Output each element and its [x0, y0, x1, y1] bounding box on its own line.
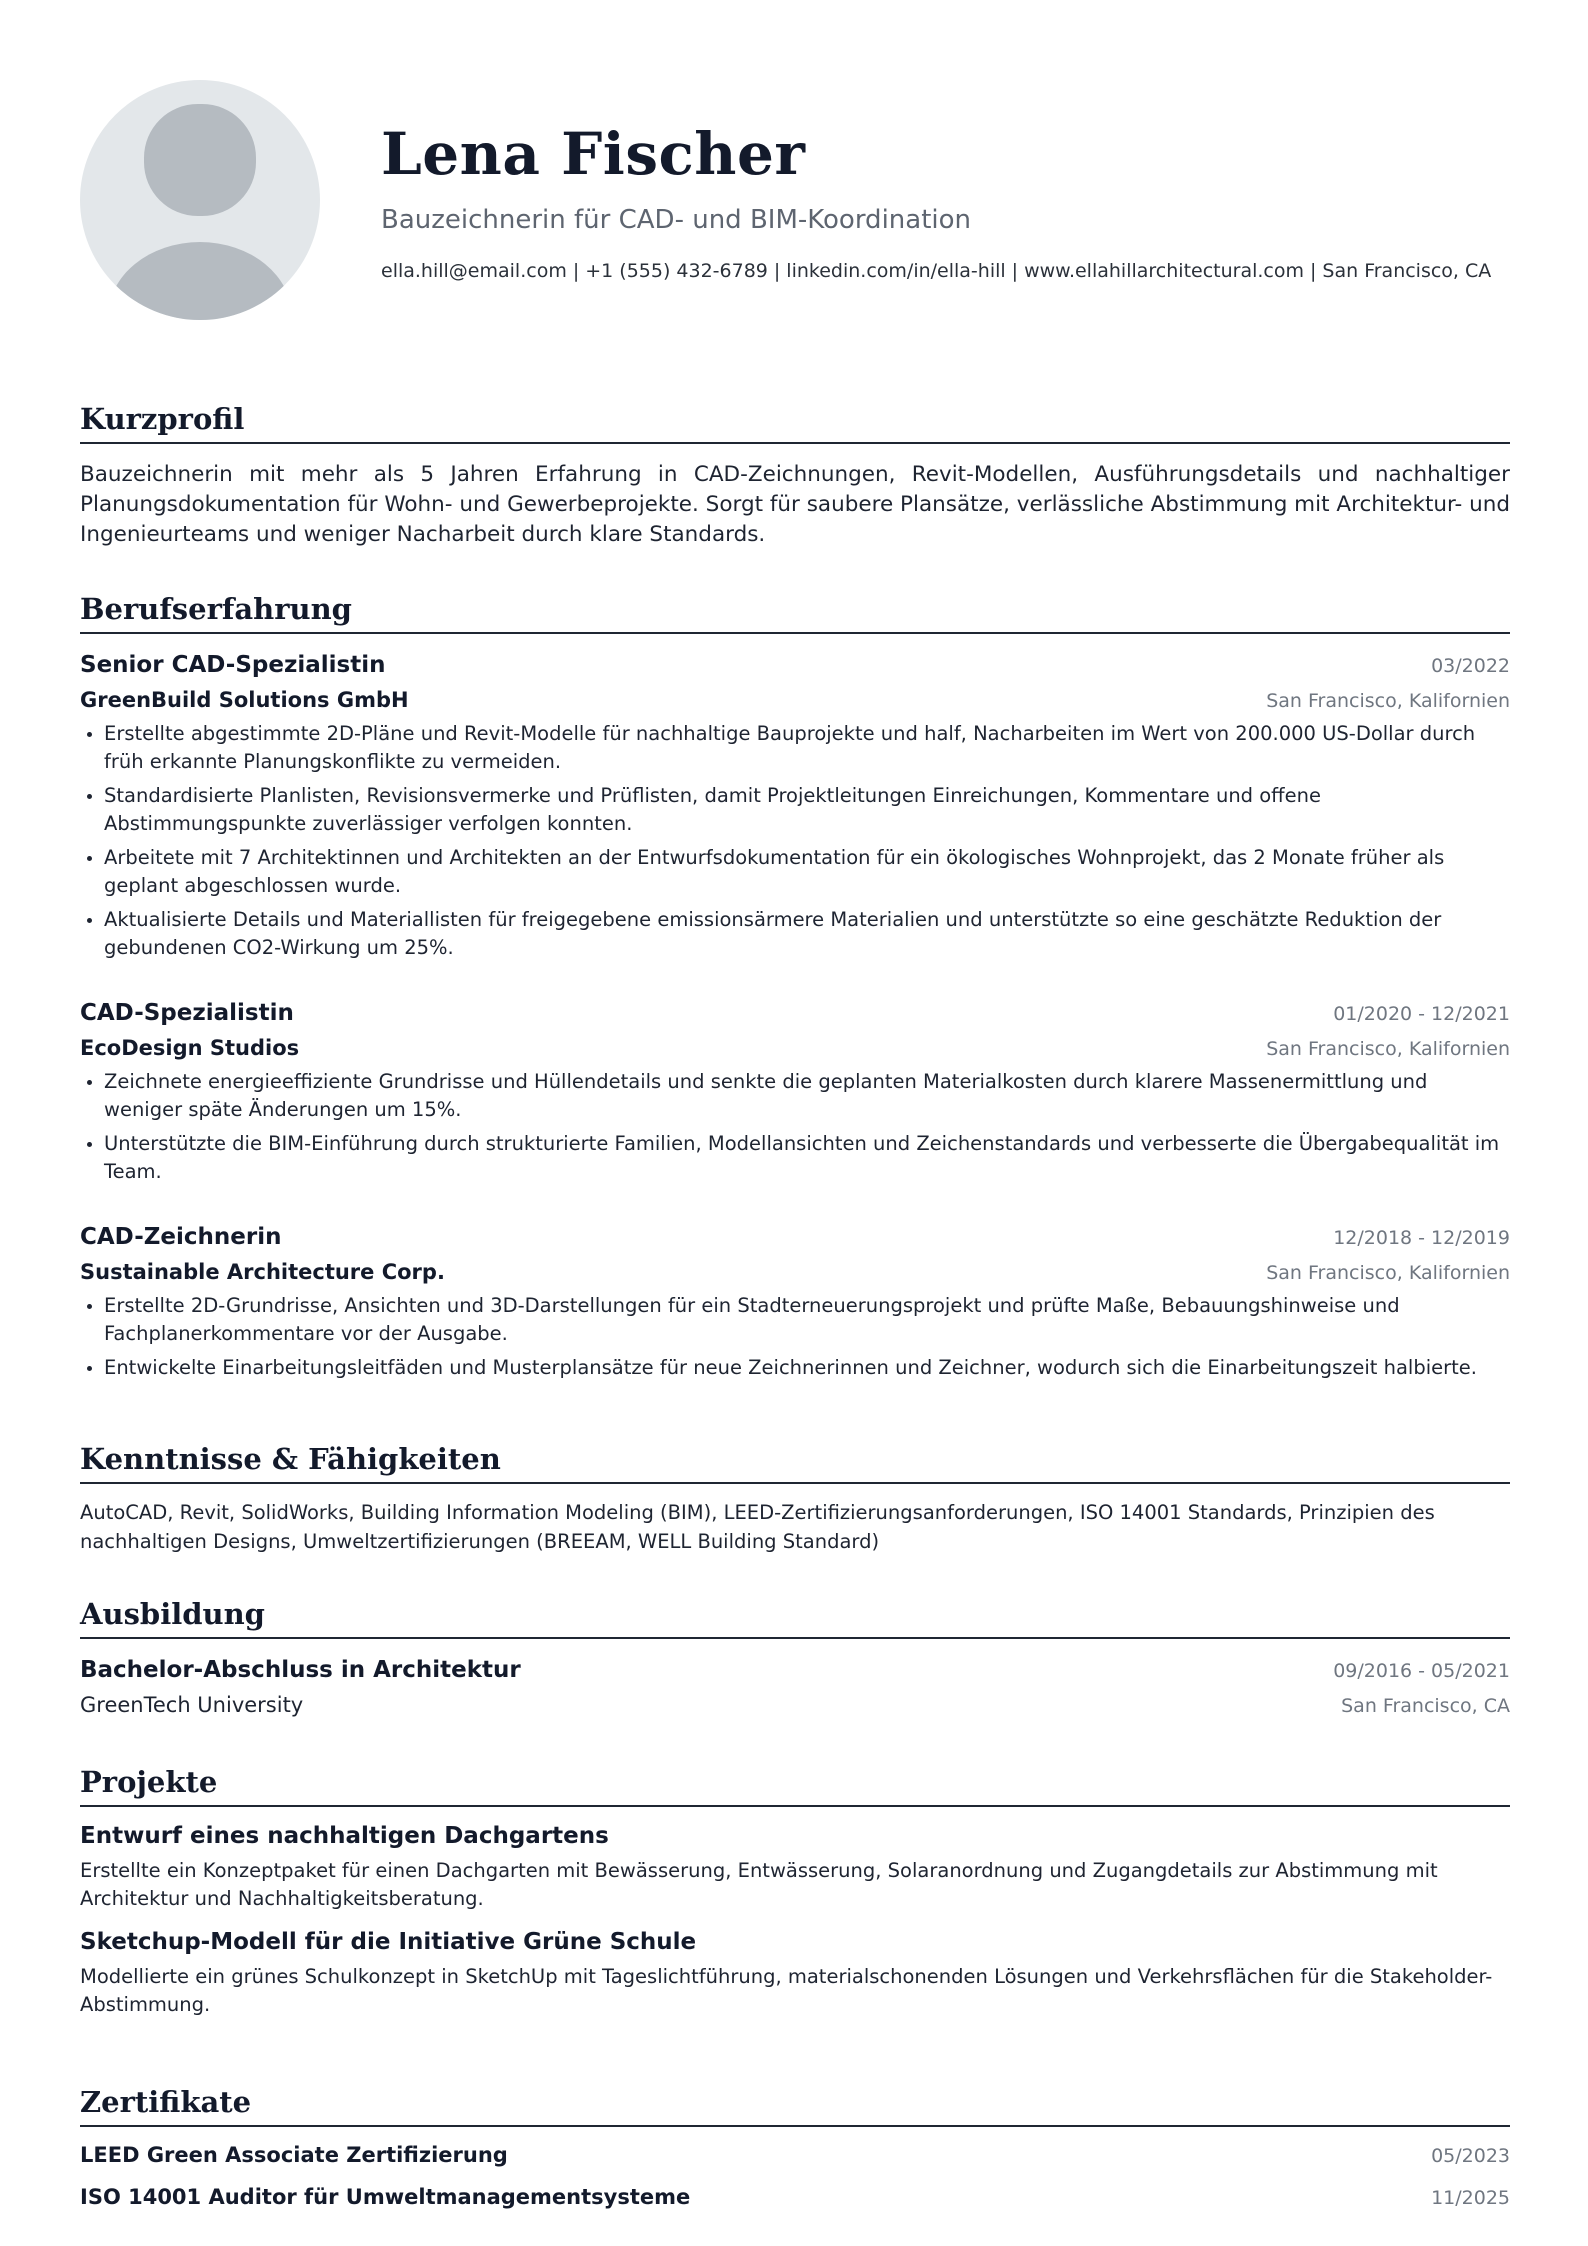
job-company: EcoDesign Studios [80, 1036, 300, 1060]
contact-separator: | [572, 260, 580, 282]
job-bullets [80, 1292, 1510, 1382]
job-bullet: • Erstellte abgestimmte 2D-Pläne und Revit-Modelle für nachhaltige Bauprojekte und half, Nacharbeiten im Wert von 200.000 US-Dollar durch früh erkannte Planungskonflikte zu vermeiden. [104, 720, 1510, 776]
section-title-certificates: Zertifikate [80, 2085, 1510, 2127]
project-description: Modellierte ein grünes Schulkonzept in SketchUp mit Tageslichtführung, materialschonenden Lösungen und Verkehrsflächen für die Stakeholder-Abstimmung. [80, 1965, 1493, 2016]
contact-separator: | [773, 260, 781, 282]
candidate-role: Bauzeichnerin für CAD- und BIM-Koordination [381, 205, 972, 235]
projects-section [80, 1765, 1510, 2019]
contact-location: San Francisco, CA [1322, 260, 1492, 282]
avatar-head-shape [144, 104, 256, 216]
job-date: 12/2018 - 12/2019 [1333, 1227, 1510, 1249]
education-date: 09/2016 - 05/2021 [1333, 1660, 1510, 1682]
education-school: GreenTech University [80, 1693, 304, 1717]
job-location: San Francisco, Kalifornien [1266, 690, 1510, 712]
job-bullet: • Zeichnete energieeffiziente Grundrisse und Hüllendetails und senkte die geplanten Materialkosten durch klarere Massenermittlung und weniger späte Änderungen um 15%. [104, 1068, 1510, 1124]
job-company: GreenBuild Solutions GmbH [80, 688, 409, 712]
certificate-date: 05/2023 [1431, 2145, 1510, 2167]
skills-section [80, 1442, 1510, 1556]
summary-text: Bauzeichnerin mit mehr als 5 Jahren Erfahrung in CAD-Zeichnungen, Revit-Modellen, Ausführungsdetails und nachhaltiger Planungsdokumentation für Wohn- und Gewerbeprojekte. Sorgt für saubere Plansätze, verlässliche Abstimmung mit Architektur- und Ingenieurteams und weniger Nacharbeit durch klare Standards. [80, 462, 1510, 547]
certificates-section [80, 2085, 1510, 2209]
education-location: San Francisco, CA [1341, 1695, 1510, 1717]
contact-separator: | [1011, 260, 1019, 282]
job-title: Senior CAD-Spezialistin [80, 652, 386, 678]
contact-separator: | [1310, 260, 1317, 282]
project-title: Entwurf eines nachhaltigen Dachgartens [80, 1823, 609, 1849]
job-bullet: • Aktualisierte Details und Materiallisten für freigegebene emissionsärmere Materialien und unterstützte so eine geschätzte Reduktion der gebundenen CO2-Wirkung um 25%. [104, 906, 1510, 962]
section-title-skills: Kenntnisse & Fähigkeiten [80, 1442, 1510, 1484]
certificate-title: LEED Green Associate Zertifizierung [80, 2143, 508, 2167]
job-bullet: • Arbeitete mit 7 Architektinnen und Architekten an der Entwurfsdokumentation für ein ökologisches Wohnprojekt, das 2 Monate früher als geplant abgeschlossen wurde. [104, 844, 1510, 900]
job-entry [80, 652, 1510, 962]
job-location: San Francisco, Kalifornien [1266, 1262, 1510, 1284]
job-location: San Francisco, Kalifornien [1266, 1038, 1510, 1060]
section-title-summary: Kurzprofil [80, 402, 1510, 444]
contact-email: ella.hill@email.com [381, 260, 567, 282]
job-date: 01/2020 - 12/2021 [1333, 1003, 1510, 1025]
job-company: Sustainable Architecture Corp. [80, 1260, 445, 1284]
job-title: CAD-Zeichnerin [80, 1224, 282, 1250]
avatar-shoulders-shape [108, 242, 292, 320]
job-bullets [80, 1068, 1510, 1186]
job-bullet: • Unterstützte die BIM-Einführung durch strukturierte Familien, Modellansichten und Zeichenstandards und verbesserte die Übergabequalität im Team. [104, 1130, 1510, 1186]
education-section [80, 1597, 1510, 1717]
section-title-projects: Projekte [80, 1765, 1510, 1807]
job-bullets [80, 720, 1510, 962]
candidate-name: Lena Fischer [381, 120, 806, 188]
project-description: Erstellte ein Konzeptpaket für einen Dachgarten mit Bewässerung, Entwässerung, Solaranordnung und Zugangdetails zur Abstimmung mit Architektur und Nachhaltigkeitsberatung. [80, 1859, 1438, 1910]
summary-section [80, 402, 1510, 550]
section-title-education: Ausbildung [80, 1597, 1510, 1639]
job-title: CAD-Spezialistin [80, 1000, 294, 1026]
contact-linkedin: linkedin.com/in/ella-hill [786, 260, 1006, 282]
contact-website: www.ellahillarchitectural.com [1024, 260, 1304, 282]
resume-page [80, 0, 1510, 2209]
job-entry [80, 1224, 1510, 1382]
section-title-experience: Berufserfahrung [80, 592, 1510, 634]
job-bullet: • Entwickelte Einarbeitungsleitfäden und Musterplansätze für neue Zeichnerinnen und Zeichner, wodurch sich die Einarbeitungszeit halbierte. [104, 1354, 1510, 1382]
resume-header [80, 0, 1510, 380]
job-entry [80, 1000, 1510, 1186]
certificate-title: ISO 14001 Auditor für Umweltmanagementsysteme [80, 2185, 691, 2209]
job-bullet: • Standardisierte Planlisten, Revisionsvermerke und Prüflisten, damit Projektleitungen Einreichungen, Kommentare und offene Abstimmungspunkte zuverlässiger verfolgen konnten. [104, 782, 1510, 838]
contact-phone: +1 (555) 432-6789 [585, 260, 768, 282]
job-date: 03/2022 [1431, 655, 1510, 677]
education-degree: Bachelor-Abschluss in Architektur [80, 1657, 521, 1683]
job-bullet: • Erstellte 2D-Grundrisse, Ansichten und 3D-Darstellungen für ein Stadterneuerungsprojekt und prüfte Maße, Bebauungshinweise und Fachplanerkommentare vor der Ausgabe. [104, 1292, 1510, 1348]
experience-section [80, 592, 1510, 1388]
contact-line [381, 260, 1491, 282]
certificate-date: 11/2025 [1431, 2187, 1510, 2209]
skills-text: AutoCAD, Revit, SolidWorks, Building Information Modeling (BIM), LEED-Zertifizierungsanforderungen, ISO 14001 Standards, Prinzipien des nachhaltigen Designs, Umweltzertifizierungen (BREEAM, WELL Building Standard) [80, 1501, 1435, 1553]
avatar-placeholder-icon [80, 80, 320, 320]
project-title: Sketchup-Modell für die Initiative Grüne Schule [80, 1929, 697, 1955]
